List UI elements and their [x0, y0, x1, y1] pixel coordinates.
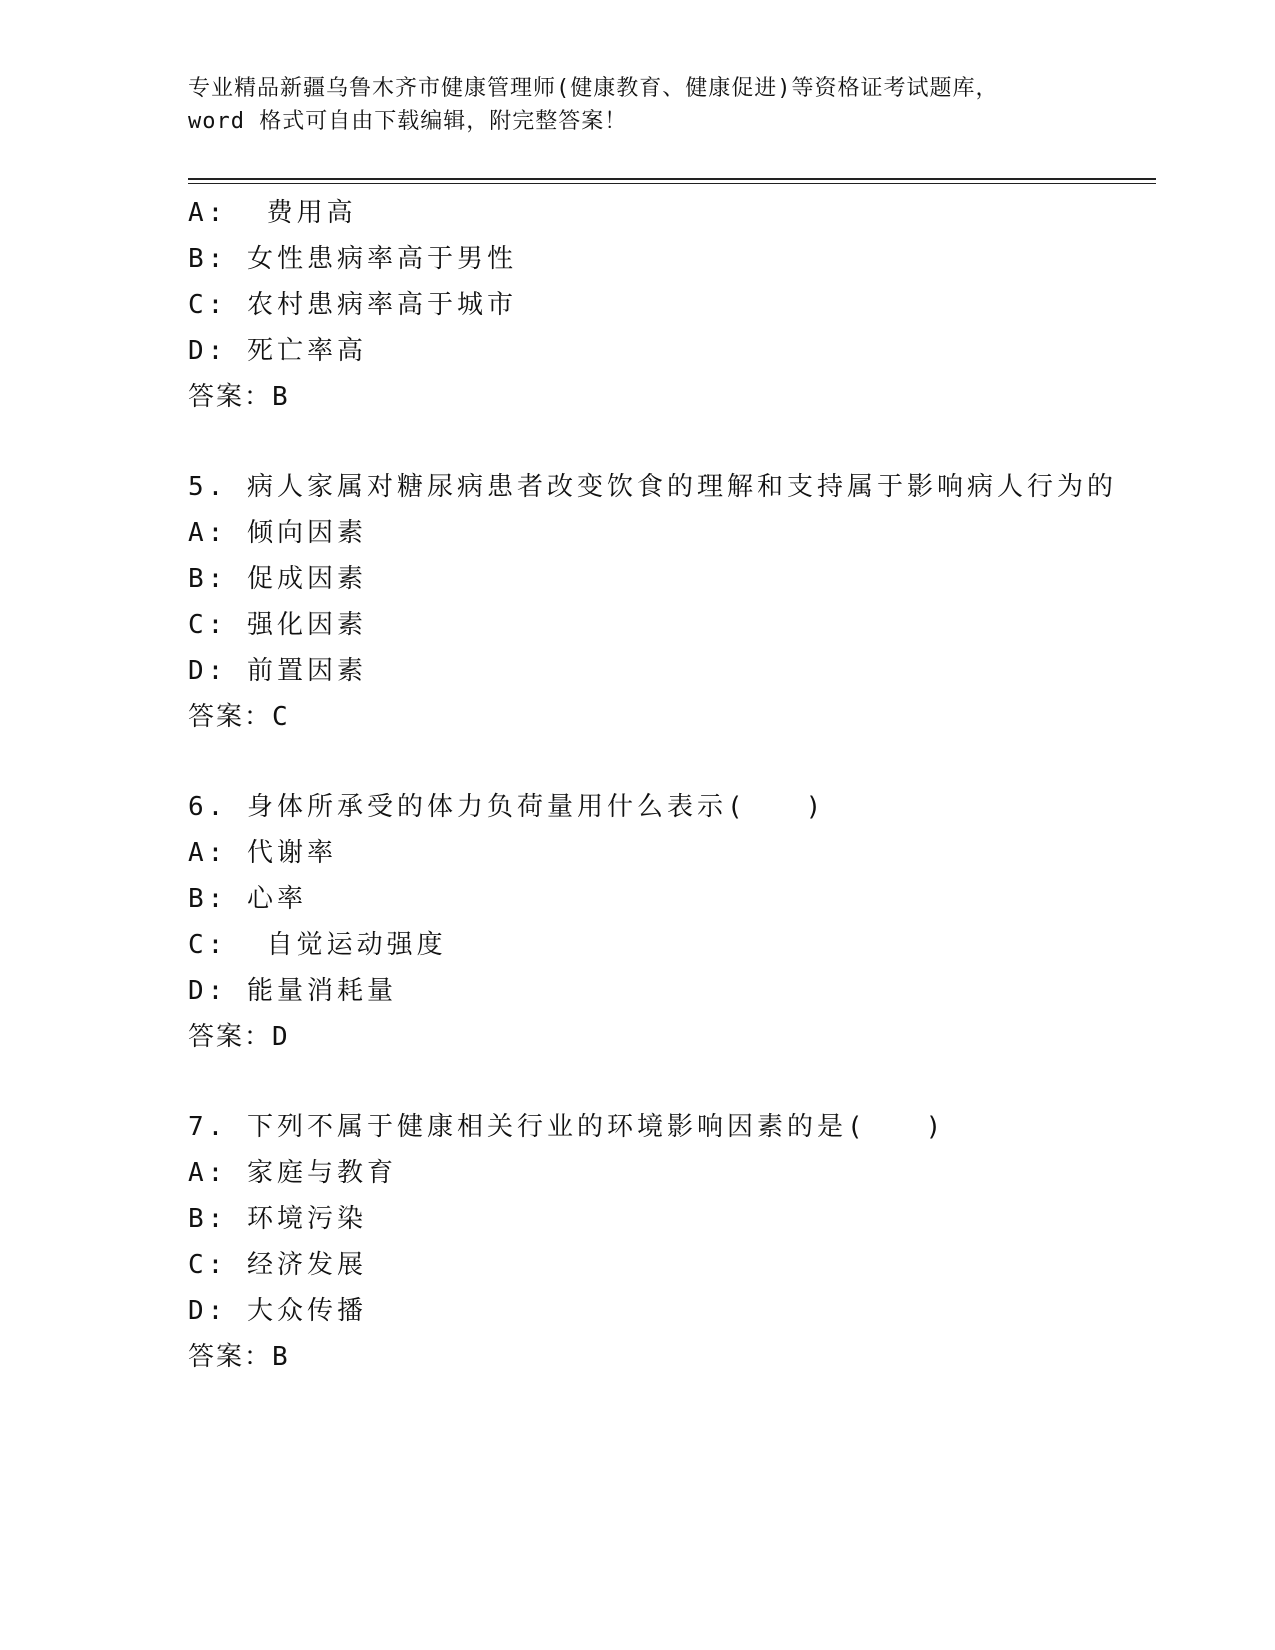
question-list: [188, 190, 1148, 1380]
question-5: [188, 464, 1148, 740]
question-text: 6. 身体所承受的体力负荷量用什么表示( ): [188, 792, 826, 822]
question-6: [188, 784, 1148, 1060]
header-line-2: word 格式可自由下载编辑，附完整答案！: [188, 109, 628, 134]
option-b: B: 环境污染: [188, 1204, 367, 1234]
answer: 答案：B: [188, 382, 290, 412]
question-text: 5. 病人家属对糖尿病患者改变饮食的理解和支持属于影响病人行为的: [188, 472, 1117, 502]
option-a: A: 家庭与教育: [188, 1158, 397, 1188]
answer: 答案：B: [188, 1342, 290, 1372]
option-a: A: 费用高: [188, 198, 357, 228]
option-c: C: 自觉运动强度: [188, 930, 447, 960]
option-c: C: 农村患病率高于城市: [188, 290, 517, 320]
option-b: B: 女性患病率高于男性: [188, 244, 517, 274]
answer: 答案：C: [188, 702, 290, 732]
option-c: C: 经济发展: [188, 1250, 367, 1280]
option-d: D: 大众传播: [188, 1296, 367, 1326]
option-d: D: 死亡率高: [188, 336, 367, 366]
answer: 答案：D: [188, 1022, 290, 1052]
question-4: [188, 190, 1148, 420]
option-b: B: 促成因素: [188, 564, 367, 594]
option-a: A: 倾向因素: [188, 518, 367, 548]
header-divider-thin: [188, 183, 1156, 184]
document-header: [188, 72, 1088, 138]
option-c: C: 强化因素: [188, 610, 367, 640]
question-7: [188, 1104, 1148, 1380]
option-a: A: 代谢率: [188, 838, 337, 868]
question-text: 7. 下列不属于健康相关行业的环境影响因素的是( ): [188, 1112, 946, 1142]
header-divider-thick: [188, 178, 1156, 180]
header-line-1: 专业精品新疆乌鲁木齐市健康管理师(健康教育、健康促进)等资格证考试题库，: [188, 76, 999, 101]
option-d: D: 前置因素: [188, 656, 367, 686]
option-d: D: 能量消耗量: [188, 976, 397, 1006]
option-b: B: 心率: [188, 884, 307, 914]
